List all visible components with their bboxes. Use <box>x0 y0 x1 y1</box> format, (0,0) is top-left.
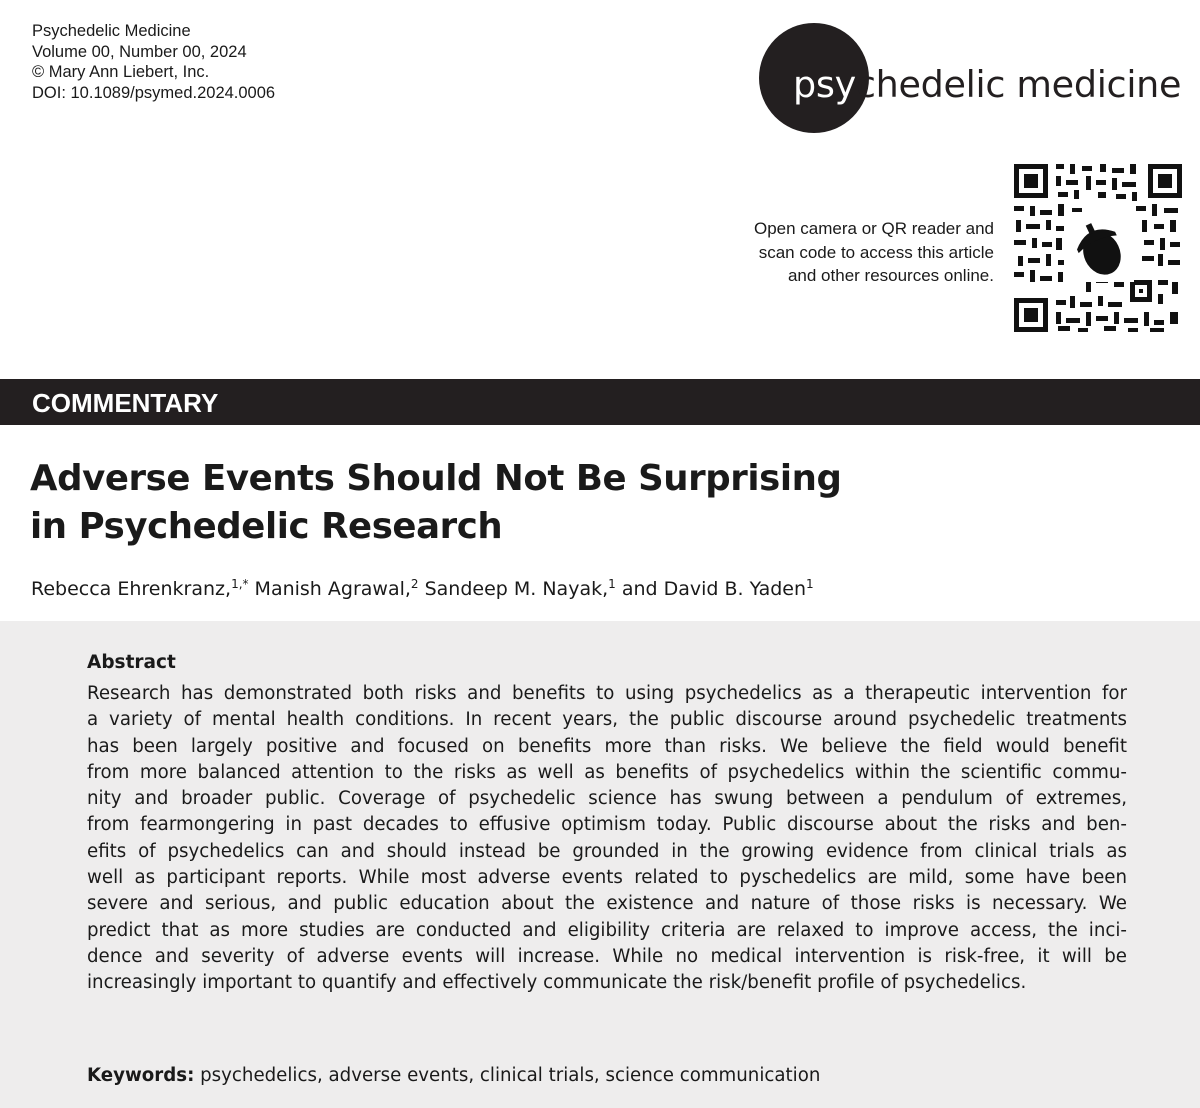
abstract-line: predict that as more studies are conducted and eligibility criteria are relaxed to improve access, the inci- <box>87 919 1127 941</box>
author-affiliation: 2 <box>410 577 419 591</box>
author-name: Sandeep M. Nayak, <box>418 578 609 600</box>
keywords-label: Keywords: <box>87 1065 195 1086</box>
journal-volume: Volume 00, Number 00, 2024 <box>32 42 247 61</box>
logo-wordmark-rest: chedelic medicine <box>855 63 1182 106</box>
author-affiliation: 1 <box>806 577 814 591</box>
abstract-line: nity and broader public. Coverage of psychedelic science has swung between a pendulum of extremes, <box>87 788 1127 810</box>
section-label: COMMENTARY <box>32 388 219 418</box>
abstract-line: severe and serious, and public education about the existence and nature of those risks is necessary. We <box>87 893 1127 915</box>
journal-name: Psychedelic Medicine <box>32 22 191 40</box>
journal-logo <box>759 23 1189 133</box>
abstract-line: well as participant reports. While most adverse events related to pyschedelics are mild, some have been <box>87 867 1127 889</box>
author-name: and David B. Yaden <box>615 578 807 600</box>
abstract-line: Research has demonstrated both risks and benefits to using psychedelics as a therapeutic intervention for <box>87 683 1127 704</box>
qr-instruction-line: scan code to access this article <box>758 242 994 262</box>
keywords-text: psychedelics, adverse events, clinical trials, science communication <box>194 1065 821 1086</box>
author-affiliation: 1,* <box>231 577 249 591</box>
qr-code-icon[interactable] <box>1012 162 1184 334</box>
author-name: Rebecca Ehrenkranz, <box>31 578 232 600</box>
abstract-line: a variety of mental health conditions. In recent years, the public discourse around psychedelic treatments <box>87 709 1127 731</box>
abstract-line: increasingly important to quantify and effectively communicate the risk/benefit profile of psychedelics. <box>87 972 1027 994</box>
qr-instruction-line: Open camera or QR reader and <box>753 219 994 238</box>
logo-wordmark <box>793 63 1181 107</box>
abstract-line: efits of psychedelics can and should instead be grounded in the growing evidence from clinical trials as <box>87 840 1127 862</box>
abstract-line: from more balanced attention to the risks as well as benefits of psychedelics within the scientific commu- <box>87 761 1127 783</box>
journal-copyright: © Mary Ann Liebert, Inc. <box>32 63 210 81</box>
abstract-line: dence and severity of adverse events will increase. While no medical intervention is risk-free, it will be <box>87 945 1127 967</box>
keywords <box>87 1063 820 1089</box>
author-list <box>31 577 814 601</box>
journal-meta <box>32 21 275 103</box>
author-name: Manish Agrawal, <box>248 578 411 600</box>
section-banner <box>0 379 1200 425</box>
logo-wordmark-highlight: psy <box>793 63 856 106</box>
abstract-line: has been largely positive and focused on benefits more than risks. We believe the field would benefit <box>87 735 1127 757</box>
abstract-line: from fearmongering in past decades to effusive optimism today. Public discourse about the risks and ben- <box>87 814 1127 836</box>
abstract-heading: Abstract <box>87 652 176 673</box>
journal-doi[interactable]: DOI: 10.1089/psymed.2024.0006 <box>32 83 276 102</box>
abstract-body <box>87 681 1127 997</box>
article-title-line: in Psychedelic Research <box>30 506 503 547</box>
article-title-line: Adverse Events Should Not Be Surprising <box>30 458 842 499</box>
qr-instructions <box>754 217 994 288</box>
author-affiliation: 1 <box>608 577 616 591</box>
qr-instruction-line: and other resources online. <box>787 266 994 285</box>
article-title <box>30 455 842 551</box>
